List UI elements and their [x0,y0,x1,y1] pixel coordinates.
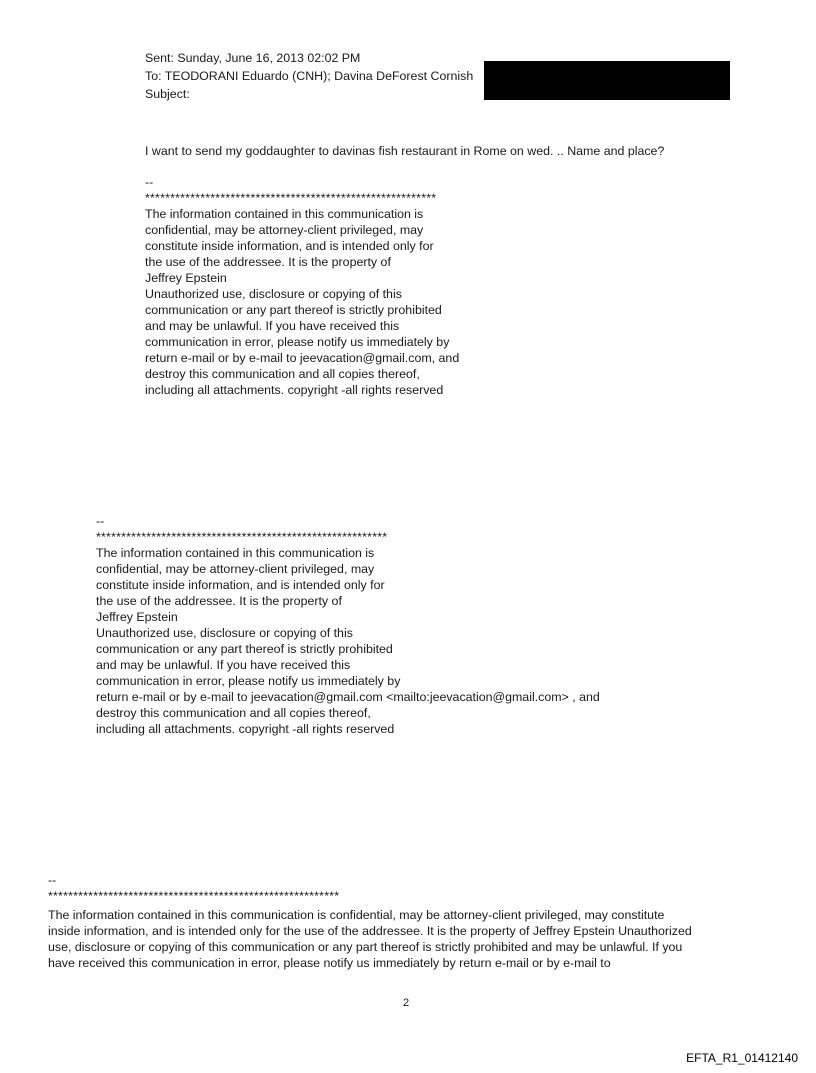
disclaimer-line: communication or any part thereof is strictly prohibited [96,642,393,656]
disclaimer-line: communication in error, please notify us immediately by [145,335,450,349]
disclaimer-line: the use of the addressee. It is the property of [96,594,342,608]
disclaimer-line: Unauthorized use, disclosure or copying of this [96,626,353,640]
disclaimer-line: including all attachments. copyright -all rights reserved [96,722,395,736]
disclaimer-line: have received this communication in error, please notify us immediately by return e-mail or by e-mail to [48,956,611,970]
disclaimer-3 [48,872,692,971]
disclaimer-line: including all attachments. copyright -all rights reserved [145,383,444,397]
asterisk-divider: ********************************************************** [145,191,437,205]
disclaimer-1 [145,174,459,398]
disclaimer-line: return e-mail or by e-mail to jeevacation@gmail.com, and [145,351,460,365]
disclaimer-line: return e-mail or by e-mail to jeevacation@gmail.com <mailto:jeevacation@gmail.com> , and [96,690,600,704]
document-id: EFTA_R1_01412140 [686,1051,798,1065]
disclaimer-line: the use of the addressee. It is the property of [145,255,391,269]
disclaimer-line: Unauthorized use, disclosure or copying of this [145,287,402,301]
disclaimer-2 [96,513,600,737]
disclaimer-line: communication or any part thereof is strictly prohibited [145,303,442,317]
disclaimer-line: destroy this communication and all copies thereof, [96,706,371,720]
asterisk-divider: ********************************************************** [96,530,388,544]
disclaimer-line: communication in error, please notify us immediately by [96,674,401,688]
subject-line: Subject: [145,87,190,101]
disclaimer-line: The information contained in this communication is [145,207,424,221]
disclaimer-line: confidential, may be attorney-client privileged, may [96,562,375,576]
redaction-box [484,61,730,100]
disclaimer-line: confidential, may be attorney-client privileged, may [145,223,424,237]
disclaimer-line: use, disclosure or copying of this communication or any part thereof is strictly prohibited and may be unlawful. If you [48,940,683,954]
disclaimer-line: The information contained in this communication is [96,546,375,560]
sent-line: Sent: Sunday, June 16, 2013 02:02 PM [145,51,361,65]
disclaimer-line: inside information, and is intended only for the use of the addressee. It is the property of Jeffrey Epstein Unauthorized [48,924,692,938]
disclaimer-line: constitute inside information, and is intended only for [145,239,434,253]
to-line: To: TEODORANI Eduardo (CNH); Davina DeForest Cornish [145,69,474,83]
message-body: I want to send my goddaughter to davinas fish restaurant in Rome on wed. .. Name and place? [145,144,665,158]
disclaimer-line: The information contained in this communication is confidential, may be attorney-client privileged, may constitute [48,908,665,922]
page-number: 2 [403,997,410,1009]
disclaimer-line: Jeffrey Epstein [145,271,227,285]
disclaimer-line: and may be unlawful. If you have received this [145,319,400,333]
disclaimer-line: Jeffrey Epstein [96,610,178,624]
asterisk-divider: ********************************************************** [48,889,340,903]
signature-separator: -- [145,175,154,189]
disclaimer-line: and may be unlawful. If you have received this [96,658,351,672]
signature-separator: -- [48,873,57,887]
disclaimer-line: constitute inside information, and is intended only for [96,578,385,592]
disclaimer-line: destroy this communication and all copies thereof, [145,367,420,381]
signature-separator: -- [96,514,105,528]
